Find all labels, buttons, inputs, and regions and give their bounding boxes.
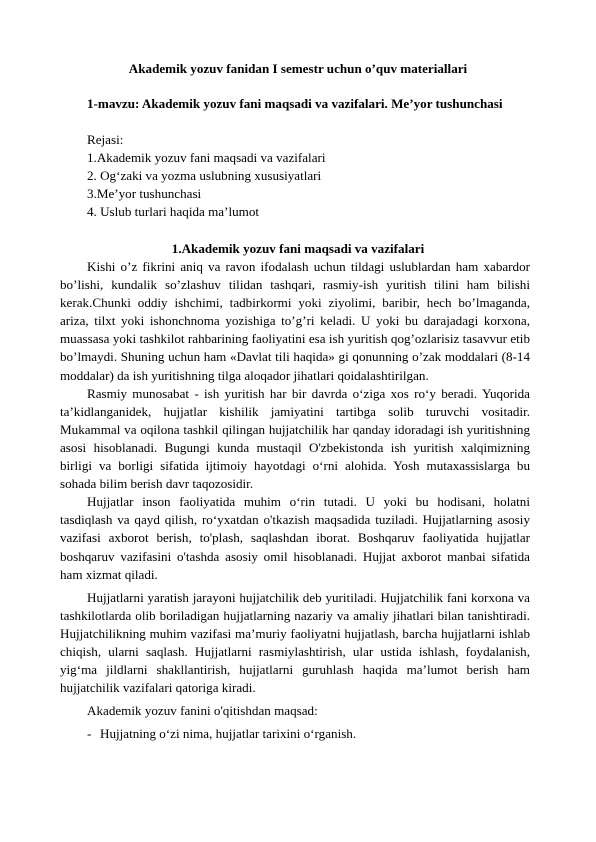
bullet-dash: -	[87, 726, 92, 742]
body-text	[60, 258, 530, 743]
section-heading: 1.Akademik yozuv fani maqsadi va vazifalari	[171, 241, 425, 256]
topic-heading: 1-mavzu: Akademik yozuv fani maqsadi va vazifalari. Me’yor tushunchasi	[87, 96, 503, 111]
goal-line: Akademik yozuv fanini o'qitishdan maqsad:	[87, 703, 318, 719]
bullet-text: Hujjatning o‘zi nima, hujjatlar tarixini o‘rganish.	[100, 726, 357, 742]
bullet-item	[87, 725, 530, 743]
plan-section	[87, 131, 527, 221]
plan-item: 1.Akademik yozuv fani maqsadi va vazifalari	[87, 150, 326, 166]
paragraph: Rasmiy munosabat - ish yuritish har bir davrda o‘ziga xos ro‘y beradi. Yuqorida ta’kidlanganidek, hujjatlar kishilik jamiyatini tartibga solib turuvchi vositadir. Mukammal va oqilona tashkil qilingan hujjatchilik har qanday idoradagi ish yuritishning asosi hisoblanadi. Bugungi kunda mustaqil O'zbekistonda ish yuritish xalqimizning birligi va borligi sifatida ijtimoiy hayotdagi o‘rni alohida. Yosh mutaxassislarga bu sohada bilim berish davr taqozosidir.	[60, 385, 530, 492]
paragraph: Hujjatlar inson faoliyatida muhim o‘rin tutadi. U yoki bu hodisani, holatni tasdiqlash va qayd qilish, ro‘yxatdan o'tkazish maqsadida tuziladi. Hujjatlarning asosiy vazifasi axborot berish, to'plash, saqlashdan iborat. Boshqaruv faoliyatida hujjatlar boshqaruv vazifasini o'tashda asosiy omil hisoblanadi. Hujjat axborot manbai sifatida ham xizmat qiladi.	[60, 494, 530, 582]
plan-label: Rejasi:	[87, 132, 124, 147]
document-title: Akademik yozuv fanidan I semestr uchun o’quv materiallari	[128, 61, 468, 76]
plan-item: 4. Uslub turlari haqida ma’lumot	[87, 204, 260, 220]
paragraph: Hujjatlarni yaratish jarayoni hujjatchilik deb yuritiladi. Hujjatchilik fani korxona va tashkilotlarda olib boriladigan hujjatlarning nazariy va amaliy jihatlari bilan tanishtiradi. Hujjatchilikning muhim vazifasi ma’muriy faoliyatni hujjatlash, barcha hujjatlarni ishlab chiqish, ularni saqlash. Hujjatlarni rasmiylashtirish, ular ustida ishlash, foydalanish, yig‘ma jildlarni shakllantirish, hujjatlarni guruhlash haqida ma’lumot berish ham hujjatchilik vazifalari qatoriga kiradi.	[60, 589, 530, 696]
paragraph: Kishi o’z fikrini aniq va ravon ifodalash uchun tildagi uslublardan ham xabardor bo’lishi, kundalik so’zlashuv tilidan tashqari, rasmiy-ish yuritish tilini ham bilishi kerak.Chunki oddiy ishchimi, tadbirkormi yoki ziyolimi, baribir, hech bo’lmaganda, ariza, tilxt yoki ishonchnoma yozishiga to’g’ri keladi. U yoki bu darajadagi korxona, muassasa yoki tashkilot rahbarining faoliyatini esa ish yuritish qog’ozlarisiz tasavvur etib bo’lmaydi. Shuning uchun ham «Davlat tili haqida» gi qonunning o’zak moddalari (8-14 moddalar) da ish yuritishning tilga aloqador jihatlari qoidalashtirilgan.	[60, 259, 530, 383]
plan-item: 3.Me’yor tushunchasi	[87, 186, 202, 202]
plan-item: 2. Og‘zaki va yozma uslubning xususiyatlari	[87, 168, 322, 184]
